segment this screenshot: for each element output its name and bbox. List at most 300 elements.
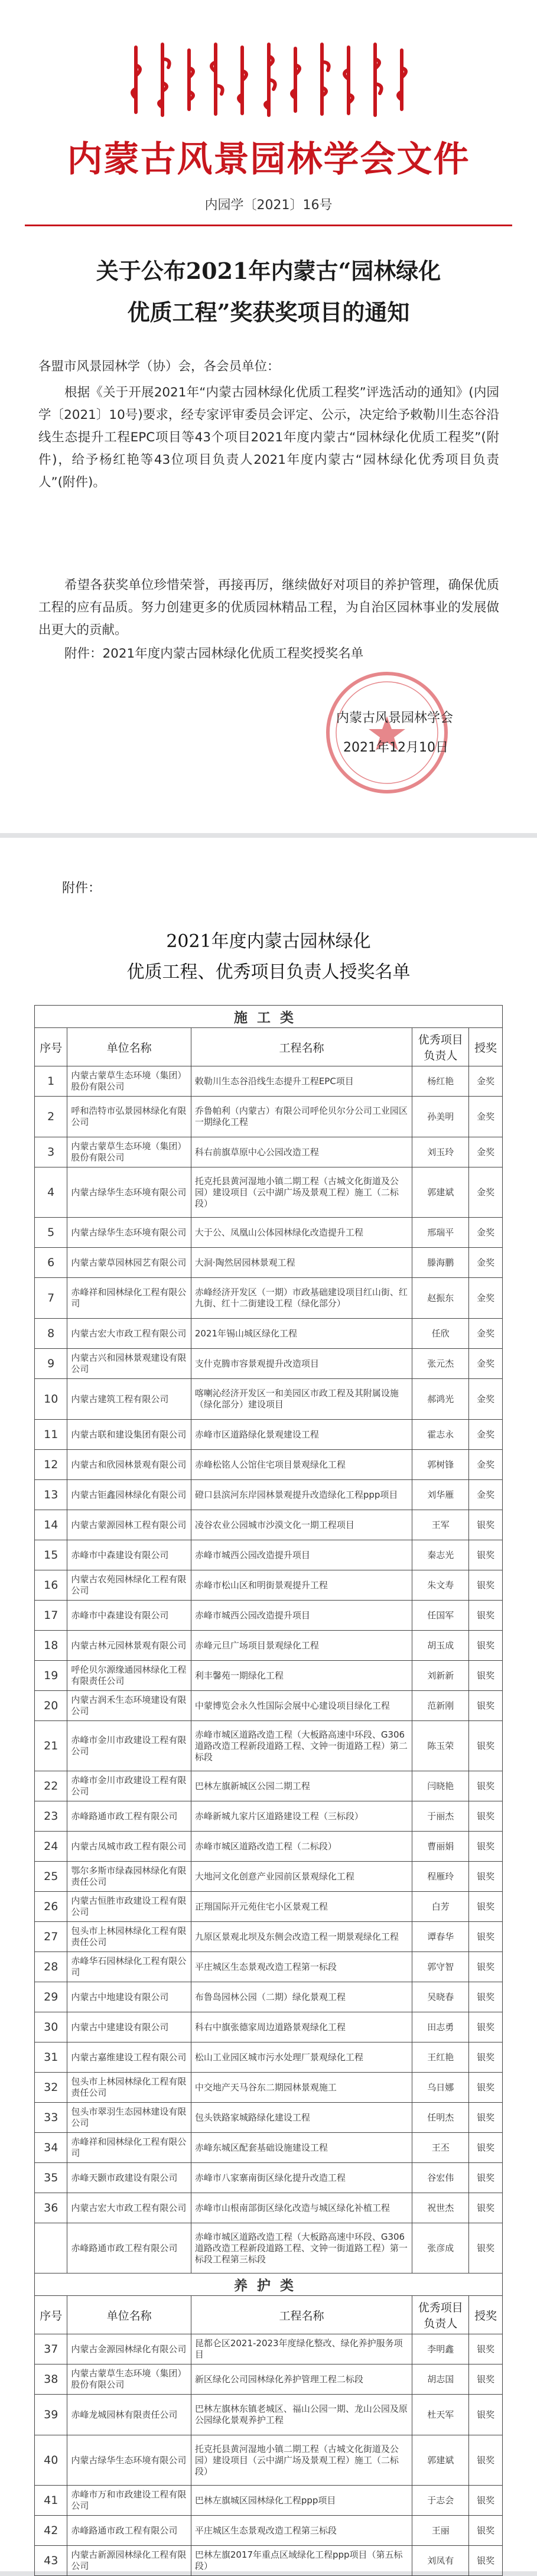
cell-no: 6	[35, 1248, 67, 1278]
cell-no: 7	[35, 1278, 67, 1319]
cell-no: 15	[35, 1540, 67, 1570]
cell-no: 23	[35, 1801, 67, 1832]
cell-person: 王红艳	[412, 2042, 469, 2073]
notice-title-line2: 优质工程”奖获奖项目的通知	[127, 299, 410, 326]
cell-award: 金奖	[469, 1097, 503, 1137]
cell-unit: 内蒙古新源园林绿化工程有限公司	[67, 2546, 191, 2576]
cell-person: 秦志光	[412, 1540, 469, 1570]
cell-unit: 呼和浩特市弘景园林绿化有限公司	[67, 1097, 191, 1137]
cell-unit: 内蒙古绿华生态环境有限公司	[67, 1218, 191, 1248]
table-row	[35, 1450, 503, 1480]
cell-project: 赤峰市城区道路改造工程（大板路高速中环段、G306道路改造工程新段道路工程、文钟一街道路工程）第二标段	[191, 1721, 412, 1771]
table-row	[35, 2223, 503, 2273]
cell-project: 科右前旗草原中心公园改造工程	[191, 1137, 412, 1167]
table-row	[35, 1379, 503, 1420]
cell-award: 银奖	[469, 2012, 503, 2042]
notice-title	[35, 251, 502, 333]
cell-no: 32	[35, 2073, 67, 2103]
cell-award: 金奖	[469, 1278, 503, 1319]
cell-project: 巴林左旗2017年重点区域绿化工程ppp项目（第五标段）	[191, 2546, 412, 2576]
cell-no: 5	[35, 1218, 67, 1248]
table-row	[35, 2042, 503, 2073]
cell-award: 金奖	[469, 1248, 503, 1278]
section-construction-row	[35, 1006, 503, 1028]
cell-no: 35	[35, 2163, 67, 2193]
cell-project: 九原区景观北坝及东侧会改造工程一期景观绿化工程	[191, 1922, 412, 1952]
cell-unit: 赤峰祥和园林绿化工程有限公司	[67, 1278, 191, 1319]
table-row	[35, 1248, 503, 1278]
cell-no: 26	[35, 1892, 67, 1922]
cell-award: 金奖	[469, 1420, 503, 1450]
header-no: 序号	[35, 1028, 67, 1066]
cell-award: 银奖	[469, 1801, 503, 1832]
cell-person: 乌日娜	[412, 2073, 469, 2103]
table-row	[35, 2163, 503, 2193]
cell-person: 程雁玲	[412, 1862, 469, 1892]
table-row	[35, 1349, 503, 1379]
attachment-reference: 附件：2021年度内蒙古园林绿化优质工程奖授奖名单	[64, 646, 364, 661]
table-row	[35, 1982, 503, 2012]
table-row	[35, 1167, 503, 1218]
cell-award: 银奖	[469, 2163, 503, 2193]
cell-project: 赤峰市松山区和明街景观提升工程	[191, 1570, 412, 1601]
attachment-title-line1: 2021年度内蒙古园林绿化	[166, 931, 371, 952]
cell-unit: 包头市翠羽生态园林建设有限公司	[67, 2103, 191, 2133]
cell-no: 30	[35, 2012, 67, 2042]
cell-no: 40	[35, 2435, 67, 2486]
document-number: 内园学〔2021〕16号	[204, 198, 333, 213]
official-seal	[322, 668, 452, 798]
cell-award: 金奖	[469, 1379, 503, 1420]
attachment-label: 附件：	[62, 881, 102, 896]
cell-unit: 内蒙古蒙草生态环境（集团）股份有限公司	[67, 1137, 191, 1167]
cell-no: 3	[35, 1137, 67, 1167]
cell-person: 郭守智	[412, 1952, 469, 1982]
cell-no: 12	[35, 1450, 67, 1480]
cell-project: 托克托县黄河湿地小镇二期工程（古城文化街道及公园）建设项目（云中湖广场及景观工程）施工（二标段）	[191, 2435, 412, 2486]
cell-person: 郭树锋	[412, 1450, 469, 1480]
cell-project: 昆都仑区2021-2023年度绿化整改、绿化养护服务项目	[191, 2334, 412, 2364]
table-row	[35, 1510, 503, 1540]
cell-award: 金奖	[469, 1349, 503, 1379]
notice-title-line1: 关于公布2021年内蒙古“园林绿化	[96, 258, 441, 284]
cell-no: 17	[35, 1601, 67, 1631]
table-row	[35, 2133, 503, 2163]
red-divider	[25, 225, 512, 226]
cell-no: 31	[35, 2042, 67, 2073]
cell-person: 刘玉玲	[412, 1137, 469, 1167]
cell-award: 银奖	[469, 1952, 503, 1982]
cell-unit: 内蒙古钜鑫园林绿化有限公司	[67, 1480, 191, 1510]
cell-project: 赤峰元旦广场项目景观绿化工程	[191, 1631, 412, 1661]
cell-unit: 内蒙古凤城市政工程有限公司	[67, 1832, 191, 1862]
cell-award: 银奖	[469, 2486, 503, 2516]
cell-award: 银奖	[469, 2073, 503, 2103]
cell-award: 银奖	[469, 1510, 503, 1540]
org-title: 内蒙古风景园林学会文件	[67, 139, 470, 180]
cell-unit: 赤峰祥和园林绿化工程有限公司	[67, 2133, 191, 2163]
header-unit: 单位名称	[67, 1028, 191, 1066]
cell-award: 银奖	[469, 1631, 503, 1661]
cell-project: 支什克腾市容景观提升改造项目	[191, 1349, 412, 1379]
cell-award: 金奖	[469, 1319, 503, 1349]
table-row	[35, 2395, 503, 2435]
cell-award: 金奖	[469, 1450, 503, 1480]
cell-no: 38	[35, 2364, 67, 2395]
cell-person: 刘新新	[412, 1661, 469, 1691]
cell-project: 平庄城区生态景观改造工程第三标段	[191, 2516, 412, 2546]
cell-no: 42	[35, 2516, 67, 2546]
cell-project: 赤峰市城区道路改造工程（二标段）	[191, 1832, 412, 1862]
cell-project: 包头铁路家城路绿化建设工程	[191, 2103, 412, 2133]
cell-award: 银奖	[469, 1892, 503, 1922]
cell-project: 中交地产天马谷东二期园林景观施工	[191, 2073, 412, 2103]
cell-project: 敕勒川生态谷沿线生态提升工程EPC项目	[191, 1066, 412, 1097]
cell-award: 银奖	[469, 2395, 503, 2435]
cell-person: 谷宏伟	[412, 2163, 469, 2193]
attachment-page	[0, 838, 537, 2571]
table-row	[35, 2516, 503, 2546]
cell-person: 范新刚	[412, 1691, 469, 1721]
cell-project: 乔鲁帕利（内蒙古）有限公司呼伦贝尔分公司工业园区一期绿化工程	[191, 1097, 412, 1137]
table-row	[35, 2334, 503, 2364]
cell-award: 银奖	[469, 2103, 503, 2133]
cell-unit: 赤峰路通市政工程有限公司	[67, 2223, 191, 2273]
cell-no: 11	[35, 1420, 67, 1450]
cell-unit: 内蒙古联和建设集团有限公司	[67, 1420, 191, 1450]
paragraph-2: 希望各获奖单位珍惜荣誉，再接再厉，继续做好对项目的养护管理，确保优质工程的应有品质。努力创建更多的优质园林精品工程，为自治区园林事业的发展做出更大的贡献。	[38, 578, 499, 638]
cell-project: 布鲁岛园林公园（二期）绿化景观工程	[191, 1982, 412, 2012]
cell-no: 29	[35, 1982, 67, 2012]
cell-unit: 内蒙古建筑工程有限公司	[67, 1379, 191, 1420]
signature-organization: 内蒙古风景园林学会	[336, 711, 453, 726]
cell-project: 中蒙博览会永久性国际会展中心建设项目绿化工程	[191, 1691, 412, 1721]
table-row	[35, 1691, 503, 1721]
table-row	[35, 1540, 503, 1570]
cell-unit: 赤峰路通市政工程有限公司	[67, 2516, 191, 2546]
cell-unit: 内蒙古蒙草园林园艺有限公司	[67, 1248, 191, 1278]
table-row	[35, 1570, 503, 1601]
cell-no: 16	[35, 1570, 67, 1601]
cell-person: 闫晓艳	[412, 1771, 469, 1801]
cell-unit: 赤峰天颢市政建设有限公司	[67, 2163, 191, 2193]
mongolian-script-image	[118, 35, 419, 124]
cell-person: 王丽	[412, 2516, 469, 2546]
cell-unit: 内蒙古农苑园林绿化工程有限公司	[67, 1570, 191, 1601]
cell-no: 43	[35, 2546, 67, 2576]
cell-award: 金奖	[469, 1137, 503, 1167]
table-header-row-2	[35, 2296, 503, 2334]
cell-unit: 内蒙古蒙源园林工程有限公司	[67, 1510, 191, 1540]
cell-person: 胡志国	[412, 2364, 469, 2395]
cell-award: 银奖	[469, 1601, 503, 1631]
cell-unit: 赤峰市金川市政建设工程有限公司	[67, 1771, 191, 1801]
table-row	[35, 2073, 503, 2103]
cell-award: 银奖	[469, 2364, 503, 2395]
table-row	[35, 2193, 503, 2223]
section-construction: 施工类	[35, 1006, 503, 1028]
cell-unit: 包头市上林园林绿化工程有限责任公司	[67, 1922, 191, 1952]
cell-project: 新区绿化公司园林绿化养护管理工程二标段	[191, 2364, 412, 2395]
cell-project: 正翔国际开元苑住宅小区景观工程	[191, 1892, 412, 1922]
cell-unit: 呼伦贝尔源缘通园林绿化工程有限责任公司	[67, 1661, 191, 1691]
cell-person: 杨红艳	[412, 1066, 469, 1097]
cell-person: 郭建斌	[412, 1167, 469, 1218]
cell-project: 大洞·陶然居园林景观工程	[191, 1248, 412, 1278]
cell-no: 10	[35, 1379, 67, 1420]
salutation: 各盟市风景园林学（协）会，各会员单位：	[38, 359, 280, 374]
cell-unit: 赤峰市万和市政建设工程有限公司	[67, 2486, 191, 2516]
cell-award: 银奖	[469, 2435, 503, 2486]
table-row	[35, 1631, 503, 1661]
cell-no: 4	[35, 1167, 67, 1218]
cell-unit: 赤峰路通市政工程有限公司	[67, 1801, 191, 1832]
table-row	[35, 2012, 503, 2042]
cell-no: 2	[35, 1097, 67, 1137]
cell-unit: 内蒙古林元园林景观有限公司	[67, 1631, 191, 1661]
cell-no: 39	[35, 2395, 67, 2435]
cell-award: 银奖	[469, 2516, 503, 2546]
cell-person: 田志勇	[412, 2012, 469, 2042]
notice-page	[0, 0, 537, 833]
table-row	[35, 1862, 503, 1892]
table-row	[35, 1218, 503, 1248]
cell-unit: 赤峰华石园林绿化工程有限公司	[67, 1952, 191, 1982]
cell-award: 银奖	[469, 1832, 503, 1862]
table-row	[35, 1952, 503, 1982]
table-row	[35, 1801, 503, 1832]
cell-person: 任国军	[412, 1601, 469, 1631]
cell-project: 赤峰市城西公园改造提升项目	[191, 1601, 412, 1631]
cell-person: 杜天军	[412, 2395, 469, 2435]
cell-project: 赤峰经济开发区（一期）市政基础建设项目红山街、红九街、红十二街建设工程（绿化部分）	[191, 1278, 412, 1319]
cell-person: 祝世杰	[412, 2193, 469, 2223]
section-maintenance: 养护类	[35, 2273, 503, 2296]
table-row	[35, 1319, 503, 1349]
cell-project: 赤峰市城西公园改造提升项目	[191, 1540, 412, 1570]
cell-person: 滕海鹏	[412, 1248, 469, 1278]
cell-person: 白芳	[412, 1892, 469, 1922]
cell-person: 霍志永	[412, 1420, 469, 1450]
cell-person: 任欣	[412, 1319, 469, 1349]
cell-no: 14	[35, 1510, 67, 1540]
header-award: 授奖	[469, 2296, 503, 2334]
cell-project: 大地河文化创意产业园前区景观绿化工程	[191, 1862, 412, 1892]
cell-unit: 赤峰市金川市政建设工程有限公司	[67, 1721, 191, 1771]
header-no: 序号	[35, 2296, 67, 2334]
table-row	[35, 1601, 503, 1631]
cell-unit: 内蒙古中地建设有限公司	[67, 1982, 191, 2012]
cell-project: 赤峰松铭人公馆住宅项目景观绿化工程	[191, 1450, 412, 1480]
cell-unit: 内蒙古宏大市政工程有限公司	[67, 2193, 191, 2223]
cell-unit: 包头市上林园林绿化工程有限责任公司	[67, 2073, 191, 2103]
cell-award: 银奖	[469, 2334, 503, 2364]
cell-award: 银奖	[469, 1922, 503, 1952]
cell-project: 赤峰市山根南部街区绿化改造与城区绿化补植工程	[191, 2193, 412, 2223]
cell-award: 银奖	[469, 2042, 503, 2073]
cell-project: 赤峰东城区配套基础设施建设工程	[191, 2133, 412, 2163]
cell-no: 20	[35, 1691, 67, 1721]
cell-award: 银奖	[469, 2133, 503, 2163]
cell-project: 托克托县黄河湿地小镇二期工程（古城文化街道及公园）建设项目（云中湖广场及景观工程）施工（二标段）	[191, 1167, 412, 1218]
header-project: 工程名称	[191, 2296, 412, 2334]
cell-unit: 内蒙古润禾生态环境建设有限公司	[67, 1691, 191, 1721]
cell-project: 赤峰市区道路绿化景观建设工程	[191, 1420, 412, 1450]
cell-person: 吴晓春	[412, 1982, 469, 2012]
cell-unit: 内蒙古蒙草生态环境（集团）股份有限公司	[67, 1066, 191, 1097]
cell-project: 赤峰市城区道路改造工程（大板路高速中环段、G306道路改造工程新段道路工程、文钟一街道路工程）第一标段工程第三标段	[191, 2223, 412, 2273]
mongolian-script-header	[118, 35, 419, 124]
cell-person: 郭建斌	[412, 2435, 469, 2486]
cell-person: 李明鑫	[412, 2334, 469, 2364]
cell-person: 赵振东	[412, 1278, 469, 1319]
cell-project: 科右中旗张德家周边道路景观绿化工程	[191, 2012, 412, 2042]
cell-no: 37	[35, 2334, 67, 2364]
cell-no: 36	[35, 2193, 67, 2223]
cell-no: 8	[35, 1319, 67, 1349]
table-row	[35, 1480, 503, 1510]
cell-no: 19	[35, 1661, 67, 1691]
table-row	[35, 1771, 503, 1801]
awards-table	[34, 1005, 503, 2576]
cell-unit: 内蒙古兴和园林景观建设有限公司	[67, 1349, 191, 1379]
cell-person: 刘凤有	[412, 2546, 469, 2576]
cell-no: 21	[35, 1721, 67, 1771]
cell-no: 13	[35, 1480, 67, 1510]
cell-project: 巴林左旗新城区公园二期工程	[191, 1771, 412, 1801]
table-row	[35, 2364, 503, 2395]
cell-award: 银奖	[469, 2223, 503, 2273]
cell-award: 银奖	[469, 1691, 503, 1721]
cell-award: 银奖	[469, 1721, 503, 1771]
table-row	[35, 1066, 503, 1097]
table-row	[35, 1922, 503, 1952]
cell-person: 谭春华	[412, 1922, 469, 1952]
cell-project: 磴口县滨河东岸园林景观提升改造绿化工程ppp项目	[191, 1480, 412, 1510]
cell-person: 胡玉成	[412, 1631, 469, 1661]
cell-project: 喀喇沁经济开发区一和美园区市政工程及其附属设施（绿化部分）建设项目	[191, 1379, 412, 1420]
cell-project: 巴林左旗城区园林绿化工程ppp项目	[191, 2486, 412, 2516]
cell-unit: 内蒙古和欣园林景观有限公司	[67, 1450, 191, 1480]
cell-unit: 内蒙古金源园林绿化有限公司	[67, 2334, 191, 2364]
cell-award: 金奖	[469, 1218, 503, 1248]
cell-person: 张彦成	[412, 2223, 469, 2273]
cell-award: 银奖	[469, 1661, 503, 1691]
cell-no: 1	[35, 1066, 67, 1097]
cell-person: 邢瑞平	[412, 1218, 469, 1248]
cell-person: 陈玉荣	[412, 1721, 469, 1771]
section-maintenance-row	[35, 2273, 503, 2296]
cell-person: 于志会	[412, 2486, 469, 2516]
cell-award: 银奖	[469, 1570, 503, 1601]
cell-project: 利丰馨苑一期绿化工程	[191, 1661, 412, 1691]
cell-person: 朱文寿	[412, 1570, 469, 1601]
cell-unit: 赤峰市中森建设有限公司	[67, 1601, 191, 1631]
table-row	[35, 1278, 503, 1319]
cell-unit: 赤峰市中森建设有限公司	[67, 1540, 191, 1570]
cell-award: 金奖	[469, 1167, 503, 1218]
table-row	[35, 1832, 503, 1862]
cell-unit: 内蒙古中建建设有限公司	[67, 2012, 191, 2042]
cell-person: 王丕	[412, 2133, 469, 2163]
cell-award: 金奖	[469, 1480, 503, 1510]
cell-unit: 内蒙古蒙草生态环境（集团）股份有限公司	[67, 2364, 191, 2395]
attachment-title	[35, 926, 502, 988]
header-unit: 单位名称	[67, 2296, 191, 2334]
cell-unit: 内蒙古绿华生态环境有限公司	[67, 2435, 191, 2486]
cell-award: 银奖	[469, 1771, 503, 1801]
cell-award: 银奖	[469, 1862, 503, 1892]
cell-award: 金奖	[469, 1066, 503, 1097]
signature-date: 2021年12月10日	[343, 740, 448, 755]
cell-no: 34	[35, 2133, 67, 2163]
cell-award: 银奖	[469, 2193, 503, 2223]
table-row	[35, 1420, 503, 1450]
header-person: 优秀项目负责人	[412, 2296, 469, 2334]
cell-unit: 内蒙古嘉维建设工程有限公司	[67, 2042, 191, 2073]
cell-person: 于丽杰	[412, 1801, 469, 1832]
table-row	[35, 2486, 503, 2516]
header-person: 优秀项目负责人	[412, 1028, 469, 1066]
cell-no: 9	[35, 1349, 67, 1379]
cell-person: 王军	[412, 1510, 469, 1540]
cell-award: 银奖	[469, 1982, 503, 2012]
cell-person: 张元杰	[412, 1349, 469, 1379]
cell-project: 赤峰新城九家片区道路建设工程（三标段）	[191, 1801, 412, 1832]
cell-award: 银奖	[469, 1540, 503, 1570]
cell-award: 银奖	[469, 2546, 503, 2576]
cell-unit: 内蒙古恒胜市政建设工程有限公司	[67, 1892, 191, 1922]
cell-person: 任明杰	[412, 2103, 469, 2133]
header-award: 授奖	[469, 1028, 503, 1066]
cell-person: 孙美明	[412, 1097, 469, 1137]
cell-project: 2021年锡山城区绿化工程	[191, 1319, 412, 1349]
cell-project: 巴林左旗林东镇老城区、福山公园一期、龙山公园及原公园绿化景观养护工程	[191, 2395, 412, 2435]
attachment-title-line2: 优质工程、优秀项目负责人授奖名单	[126, 962, 411, 983]
cell-unit: 内蒙古宏大市政工程有限公司	[67, 1319, 191, 1349]
cell-project: 赤峰市八家寨南街区绿化提升改造工程	[191, 2163, 412, 2193]
cell-person: 曹丽娟	[412, 1832, 469, 1862]
cell-no: 24	[35, 1832, 67, 1862]
paragraph-1: 根据《关于开展2021年“内蒙古园林绿化优质工程奖”评选活动的通知》(内园学〔2021〕10号)要求，经专家评审委员会评定、公示，决定给予敕勒川生态谷沿线生态提升工程EPC项目等43个项目2021年度内蒙古“园林绿化优质工程奖”(附件)，给予杨红艳等43位项目负责人2021年度内蒙古“园林绿化优秀项目负责人”(附件)。	[38, 385, 499, 490]
cell-no	[35, 2223, 67, 2273]
header-project: 工程名称	[191, 1028, 412, 1066]
cell-project: 松山工业园区城市污水处理厂景观绿化工程	[191, 2042, 412, 2073]
table-row	[35, 1097, 503, 1137]
cell-unit: 赤峰龙城园林有限责任公司	[67, 2395, 191, 2435]
table-row	[35, 1721, 503, 1771]
cell-unit: 内蒙古绿华生态环境有限公司	[67, 1167, 191, 1218]
table-header-row	[35, 1028, 503, 1066]
cell-project: 凌谷农业公园城市沙漠文化一期工程项目	[191, 1510, 412, 1540]
cell-no: 25	[35, 1862, 67, 1892]
table-row	[35, 1661, 503, 1691]
cell-no: 33	[35, 2103, 67, 2133]
cell-no: 27	[35, 1922, 67, 1952]
cell-no: 28	[35, 1952, 67, 1982]
table-row	[35, 2435, 503, 2486]
cell-no: 22	[35, 1771, 67, 1801]
cell-no: 18	[35, 1631, 67, 1661]
cell-project: 大于公、凤凰山公体园林绿化改造提升工程	[191, 1218, 412, 1248]
cell-person: 郝鸿光	[412, 1379, 469, 1420]
table-row	[35, 1137, 503, 1167]
table-row	[35, 1892, 503, 1922]
cell-person: 刘华雁	[412, 1480, 469, 1510]
cell-project: 平庄城区生态景观改造工程第一标段	[191, 1952, 412, 1982]
cell-no: 41	[35, 2486, 67, 2516]
cell-unit: 鄂尔多斯市绿森园林绿化有限责任公司	[67, 1862, 191, 1892]
